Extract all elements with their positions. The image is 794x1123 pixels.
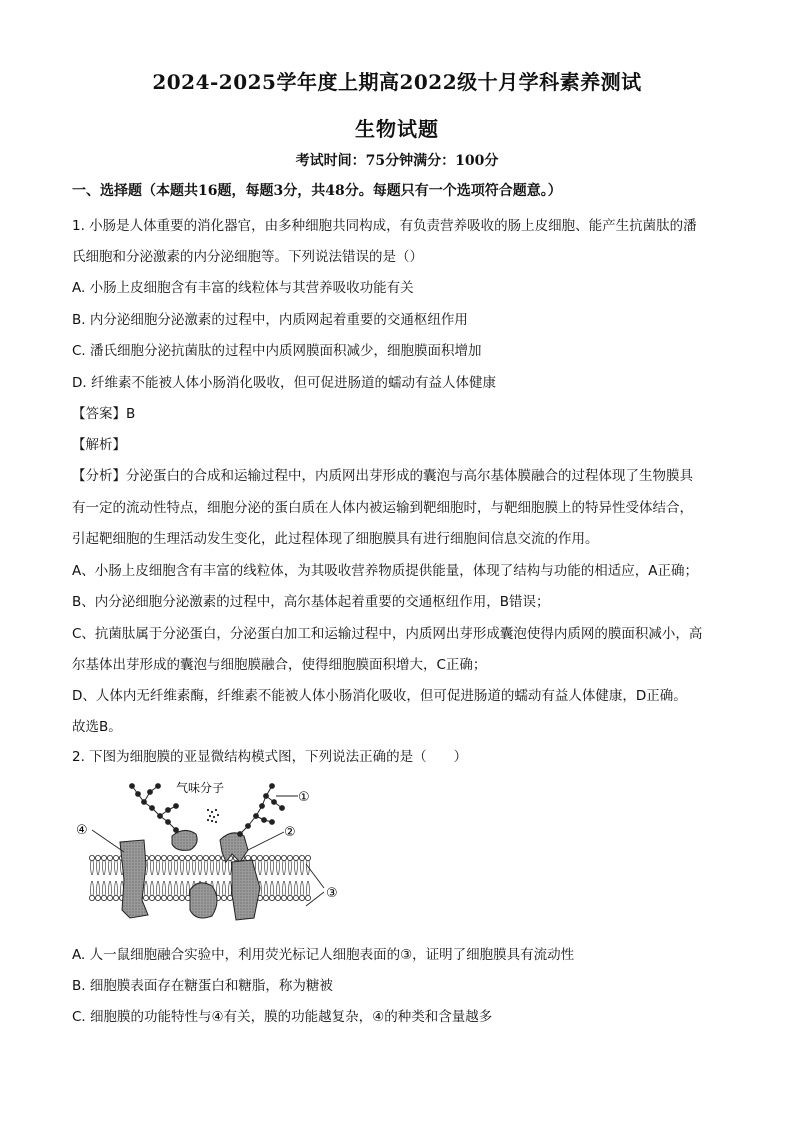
peripheral-protein-top (172, 830, 197, 850)
phospholipid-lower (89, 881, 94, 901)
phospholipid-upper (293, 855, 298, 875)
phospholipid-upper (269, 855, 274, 875)
phospholipid-upper (299, 855, 304, 875)
phospholipid-lower (299, 881, 304, 901)
q1-explain-c2: 尔基体出芽形成的囊泡与细胞膜融合，使得细胞膜面积增大，C正确； (72, 657, 487, 673)
phospholipid-lower (281, 881, 286, 901)
q2-stem: 2. 下图为细胞膜的亚显微结构模式图，下列说法正确的是（ ） (72, 749, 468, 765)
phospholipid-lower (269, 881, 274, 901)
exam-info: 考试时间：75分钟满分：100分 (295, 153, 499, 169)
phospholipid-upper (257, 855, 262, 875)
phospholipid-upper (149, 855, 154, 875)
phospholipid-lower (167, 881, 172, 901)
q1-analysis-line2: 有一定的流动性特点，细胞分泌的蛋白质在人体内被运输到靶细胞时，与靶细胞膜上的特异性受体结合， (72, 500, 693, 516)
phospholipid-upper (191, 855, 196, 875)
q1-conclusion: 故选B。 (72, 719, 122, 735)
phospholipid-lower (113, 881, 118, 901)
odor-molecules (207, 809, 219, 823)
odor-molecule-label: 气味分子 (176, 781, 225, 795)
phospholipid-upper (215, 855, 220, 875)
embedded-protein-bottom (190, 883, 217, 918)
q1-analysis-line1: 【分析】分泌蛋白的合成和运输过程中，内质网出芽形成的囊泡与高尔基体膜融合的过程体现了生物膜具 (72, 468, 693, 484)
phospholipid-lower (305, 881, 310, 901)
phospholipid-upper (89, 855, 94, 875)
phospholipid-upper (155, 855, 160, 875)
phospholipid-upper (263, 855, 268, 875)
q1-stem-line1: 1. 小肠是人体重要的消化器官，由多种细胞共同构成，有负责营养吸收的肠上皮细胞、能产生抗菌肽的潘 (72, 218, 697, 234)
phospholipid-lower (155, 881, 160, 901)
phospholipid-upper (113, 855, 118, 875)
q2-option-a: A. 人一鼠细胞融合实验中，利用荧光标记人细胞表面的③，证明了细胞膜具有流动性 (72, 947, 575, 963)
q1-explain-b: B、内分泌细胞分泌激素的过程中，高尔基体起着重要的交通枢纽作用，B错误； (72, 594, 550, 610)
phospholipid-lower (95, 881, 100, 901)
phospholipid-lower (275, 881, 280, 901)
phospholipid-lower (287, 881, 292, 901)
label-1: ① (298, 790, 310, 805)
q2-option-c: C. 细胞膜的功能特性与④有关，膜的功能越复杂，④的种类和含量越多 (72, 1009, 493, 1025)
channel-protein-right (232, 860, 260, 920)
phospholipid-upper (173, 855, 178, 875)
phospholipid-upper (185, 855, 190, 875)
q1-explain-c1: C、抗菌肽属于分泌蛋白，分泌蛋白加工和运输过程中，内质网出芽形成囊泡使得内质网的膜面积减小，高 (72, 626, 703, 642)
subject-title: 生物试题 (355, 117, 439, 141)
phospholipid-lower (263, 881, 268, 901)
phospholipid-upper (275, 855, 280, 875)
q2-option-b: B. 细胞膜表面存在糖蛋白和糖脂，称为糖被 (72, 978, 333, 994)
q1-analysis-line3: 引起靶细胞的生理活动发生变化，此过程体现了细胞膜具有进行细胞间信息交流的作用。 (72, 531, 599, 547)
section-heading: 一、选择题（本题共16题，每题3分，共48分。每题只有一个选项符合题意。） (72, 183, 562, 199)
phospholipid-lower (107, 881, 112, 901)
label-4: ④ (76, 823, 88, 838)
label-3: ③ (326, 886, 338, 901)
label-2: ② (284, 825, 296, 840)
cell-membrane-diagram (72, 770, 362, 930)
q1-answer: 【答案】B (72, 406, 136, 422)
phospholipid-upper (179, 855, 184, 875)
phospholipid-upper (197, 855, 202, 875)
phospholipid-upper (161, 855, 166, 875)
phospholipid-lower (293, 881, 298, 901)
phospholipid-upper (167, 855, 172, 875)
phospholipid-upper (287, 855, 292, 875)
phospholipid-upper (101, 855, 106, 875)
q1-explain-a: A、小肠上皮细胞含有丰富的线粒体，为其吸收营养物质提供能量，体现了结构与功能的相适应，A正确； (72, 563, 698, 579)
phospholipid-upper (107, 855, 112, 875)
q1-option-b: B. 内分泌细胞分泌激素的过程中，内质网起着重要的交通枢纽作用 (72, 312, 468, 328)
phospholipid-lower (173, 881, 178, 901)
phospholipid-lower (221, 881, 226, 901)
phospholipid-upper (209, 855, 214, 875)
phospholipid-upper (305, 855, 310, 875)
phospholipid-upper (95, 855, 100, 875)
phospholipid-upper (203, 855, 208, 875)
phospholipid-lower (179, 881, 184, 901)
phospholipid-lower (101, 881, 106, 901)
phospholipid-lower (161, 881, 166, 901)
q1-stem-line2: 氏细胞和分泌激素的内分泌细胞等。下列说法错误的是（） (72, 249, 423, 265)
page-title: 2024-2025学年度上期高2022级十月学科素养测试 (152, 70, 642, 94)
phospholipid-lower (149, 881, 154, 901)
q1-explain-d: D、人体内无纤维素酶，纤维素不能被人体小肠消化吸收，但可促进肠道的蠕动有益人体健康，D正确。 (72, 688, 687, 704)
q1-option-a: A. 小肠上皮细胞含有丰富的线粒体与其营养吸收功能有关 (72, 280, 414, 296)
q1-analysis-label: 【解析】 (72, 437, 126, 453)
q1-option-c: C. 潘氏细胞分泌抗菌肽的过程中内质网膜面积减少，细胞膜面积增加 (72, 343, 482, 359)
q1-option-d: D. 纤维素不能被人体小肠消化吸收，但可促进肠道的蠕动有益人体健康 (72, 375, 496, 391)
phospholipid-upper (281, 855, 286, 875)
